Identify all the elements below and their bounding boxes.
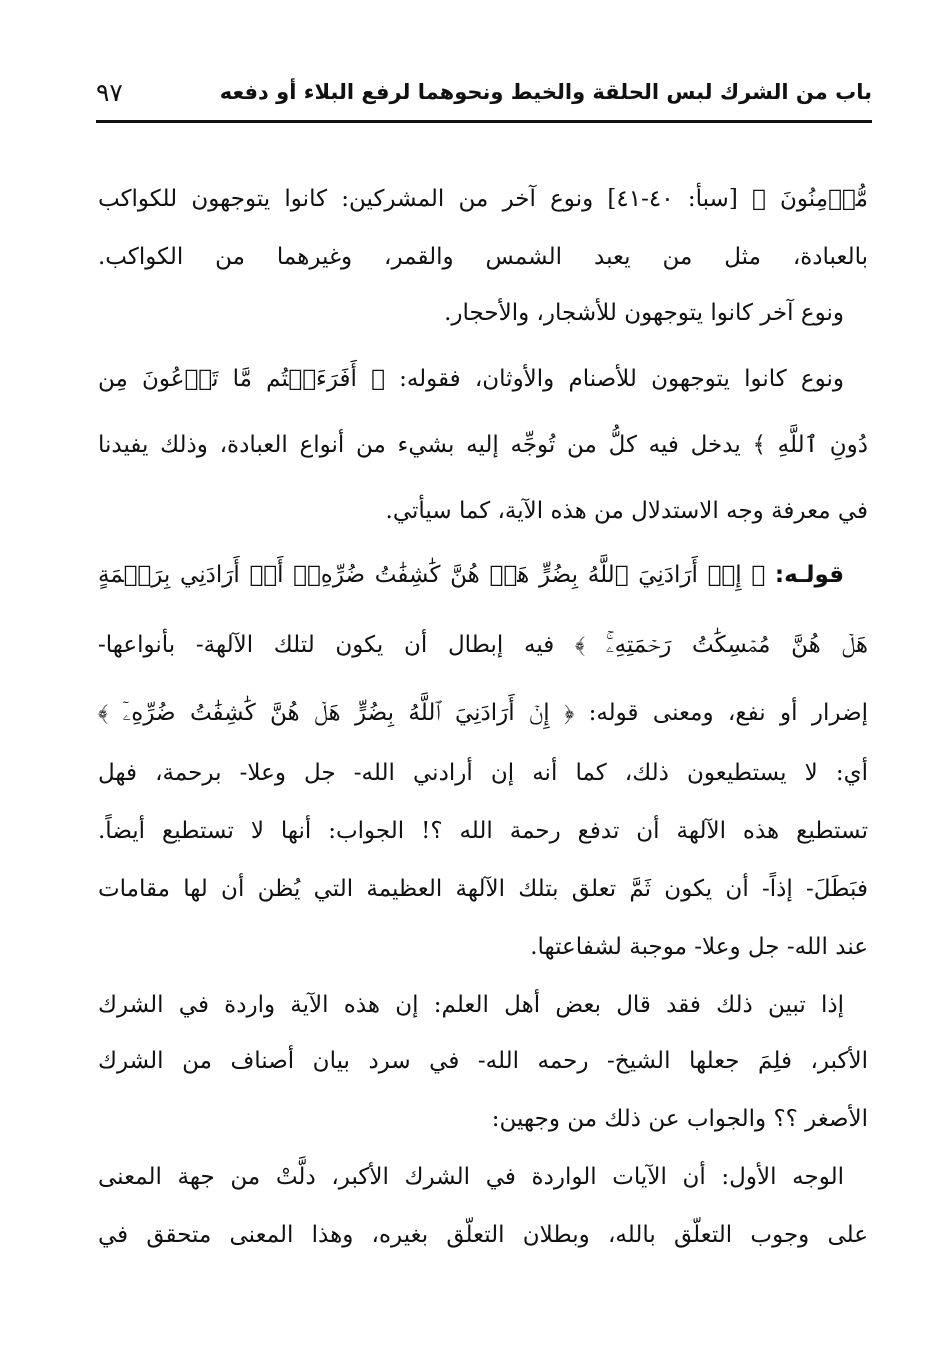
running-title: باب من الشرك لبس الحلقة والخيط ونحوهما لرفع البلاء أو دفعه [219, 80, 872, 104]
text-line-6: في معرفة وجه الاستدلال من هذه الآية، كما سيأتي. [385, 498, 868, 524]
page-header [96, 74, 872, 118]
text-line-7 [98, 552, 868, 598]
text-line-15: الأكبر، فلِمَ جعلها الشيخ- رحمه الله- في سرد بيان أصناف من الشرك [98, 1048, 868, 1074]
text-line-2: بالعبادة، مثل من يعبد الشمس والقمر، وغيرهما من الكواكب. [98, 244, 868, 270]
text-line-18: على وجوب التعلّق بالله، وبطلان التعلّق بغيره، وهذا المعنى متحقق في [98, 1222, 868, 1248]
text-line-17: الوجه الأول: أن الآيات الواردة في الشرك الأكبر، دلَّتْ من جهة المعنى [98, 1164, 844, 1190]
text-line-11: تستطيع هذه الآلهة أن تدفع رحمة الله ؟! الجواب: أنها لا تستطيع أيضاً. [98, 818, 868, 844]
text-line-8: هَلۡ هُنَّ مُمۡسِكَٰتُ رَحۡمَتِهِۦۚ ﴾ فيه إبطال أن يكون لتلك الآلهة- بأنواعها- [98, 632, 868, 658]
header-rule [96, 120, 872, 123]
text-line-10: أي: لا يستطيعون ذلك، كما أنه إن أرادني الله- جل وعلا- برحمة، فهل [98, 760, 868, 786]
text-line-3: ونوع آخر كانوا يتوجهون للأشجار، والأحجار. [444, 300, 844, 326]
text-line-16: الأصغر ؟؟ والجواب عن ذلك من وجهين: [491, 1106, 868, 1132]
text-line-4: ونوع كانوا يتوجهون للأصنام والأوثان، فقوله: ﴿ أَفَرَءَيۡتُم مَّا تَدۡعُونَ مِن [98, 366, 844, 392]
quran-verse: ﴿ إِنۡ أَرَادَنِيَ ٱللَّهُ بِضُرٍّ هَلۡ هُنَّ كَٰشِفَٰتُ ضُرِّهِۦٓ أَوۡ أَرَادَنِي بِرَحۡمَةٍ [98, 562, 766, 588]
text-line-5: دُونِ ٱللَّهِ ﴾ يدخل فيه كلُّ من تُوجِّه إليه بشيء من أنواع العبادة، وذلك يفيدنا [98, 432, 868, 458]
text-line-9: إضرار أو نفع، ومعنى قوله: ﴿ إِنۡ أَرَادَنِيَ ٱللَّهُ بِضُرٍّ هَلۡ هُنَّ كَٰشِفَٰتُ ضُرِّهِۦٓ ﴾ [98, 700, 868, 726]
lead-word: قولـه: [774, 562, 844, 588]
page-number: ٩٧ [96, 78, 123, 107]
text-line-1: مُّؤۡمِنُونَ ﴾ [سبأ: ٤٠-٤١] ونوع آخر من المشركين: كانوا يتوجهون للكواكب [98, 186, 868, 212]
text-line-14: إذا تبين ذلك فقد قال بعض أهل العلم: إن هذه الآية واردة في الشرك [98, 992, 844, 1018]
text-line-13: عند الله- جل وعلا- موجبة لشفاعتها. [530, 934, 868, 960]
text-line-12: فبَطَلَ- إذاً- أن يكون ثَمَّ تعلق بتلك الآلهة العظيمة التي يُظن أن لها مقامات [98, 876, 868, 902]
